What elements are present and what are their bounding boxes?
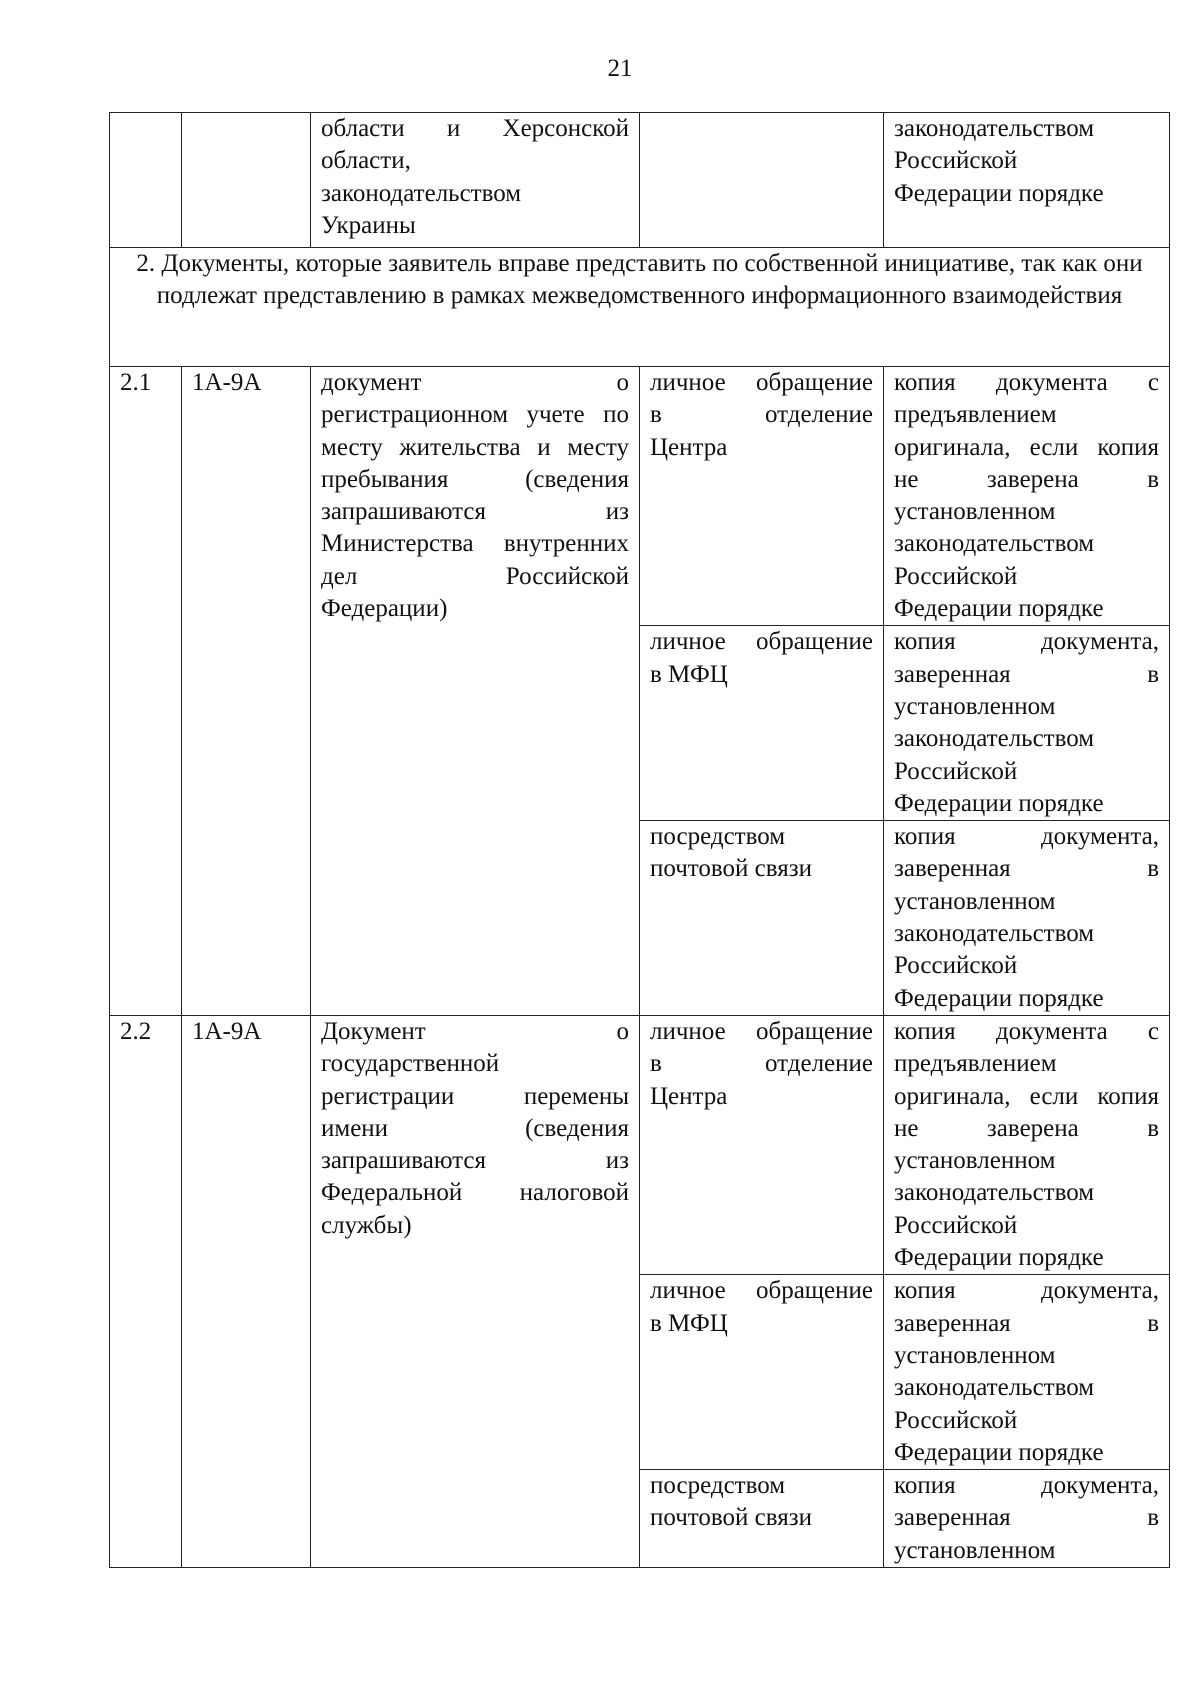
text-line: установленном [894,1341,1056,1369]
text-line: Федерации) [321,595,448,623]
cell-requirement [884,113,1170,248]
text-line: заверенная в [894,660,1159,688]
page-number: 21 [607,55,633,82]
text-line: установленном [894,498,1056,526]
text-line: Министерства внутренних [321,530,629,558]
row-code: 1А-9А [182,1015,311,1567]
document-description [311,1015,640,1567]
text-line: дел Российской [321,562,629,590]
text-line: области, [321,147,411,175]
submission-method [640,1015,884,1274]
text-line: регистрации перемены [321,1082,629,1110]
submission-method [640,626,884,821]
text-line: установленном [894,887,1056,915]
document-requirement [884,367,1170,626]
text-line: заверенная в [894,855,1159,883]
text-line: копия документа, [894,823,1159,851]
row-code: 1А-9А [182,367,311,1016]
text-line: запрашиваются из [321,498,629,526]
documents-table [109,112,1170,1568]
text-line: не заверена в [894,465,1159,493]
text-line: в МФЦ [650,1309,728,1337]
text-line: Российской [894,757,1018,785]
text-line: предъявлением [894,401,1057,429]
text-line: не заверена в [894,1114,1159,1142]
text-line: запрашиваются из [321,1147,629,1175]
text-line: копия документа, [894,1472,1159,1500]
text-line: Российской [894,147,1018,175]
text-line: Центра [650,1082,728,1110]
text-line: оригинала, если копия [894,1082,1159,1110]
table-row-2-2 [110,1015,1170,1274]
row-number: 2.1 [110,367,182,1016]
cell-document [311,113,640,248]
text-line: Федерации порядке [894,1244,1104,1272]
cell-code [182,113,311,248]
continuation-row [110,113,1170,248]
text-line: пребывания (сведения [321,465,629,493]
table-row-2-1 [110,367,1170,626]
text-line: заверенная в [894,1309,1159,1337]
text-line: государственной [321,1050,500,1078]
text-line: установленном [894,692,1056,720]
text-line: посредством [650,823,786,851]
text-line: личное обращение [650,628,873,656]
row-number: 2.2 [110,1015,182,1567]
document-requirement [884,1015,1170,1274]
text-line: Российской [894,562,1018,590]
text-line: почтовой связи [650,855,812,883]
text-line: личное обращение [650,1017,873,1045]
document-requirement [884,1275,1170,1470]
text-line: предъявлением [894,1050,1057,1078]
text-line: Украины [321,211,416,239]
text-line: Федеральной налоговой [321,1179,629,1207]
text-line: Документ о [321,1017,629,1045]
text-line: копия документа с [894,1017,1159,1045]
text-line: законодательством [894,1374,1095,1402]
text-line: Федерации порядке [894,1438,1104,1466]
cell-method [640,113,884,248]
text-line: области и Херсонской [321,115,629,142]
text-line: копия документа с [894,369,1159,396]
text-line: Центра [650,433,728,461]
text-line: копия документа, [894,628,1159,656]
text-line: Федерации порядке [894,984,1104,1012]
text-line: оригинала, если копия [894,433,1159,461]
text-line: копия документа, [894,1277,1159,1305]
text-line: Федерации порядке [894,179,1104,207]
text-line: установленном [894,1147,1056,1175]
text-line: Российской [894,1211,1018,1239]
text-line: заверенная в [894,1504,1159,1532]
text-line: документ о [321,369,629,396]
text-line: в отделение [650,401,873,429]
cell-num [110,113,182,248]
text-line: месту жительства и месту [321,433,629,461]
submission-method [640,1275,884,1470]
text-line: законодательством [894,1179,1095,1207]
document-requirement [884,821,1170,1016]
text-line: регистрационном учете по [321,401,629,429]
submission-method [640,1470,884,1568]
text-line: законодательством [894,115,1095,142]
text-line: личное обращение [650,369,873,396]
text-line: законодательством [894,725,1095,753]
text-line: в отделение [650,1050,873,1078]
text-line: законодательством [894,920,1095,948]
document-description [311,367,640,1016]
section-heading-row [110,248,1170,367]
text-line: в МФЦ [650,660,728,688]
text-line: законодательством [894,530,1095,558]
text-line: законодательством [321,179,522,207]
text-line: установленном [894,1536,1056,1564]
text-line: Федерации порядке [894,595,1104,623]
submission-method [640,367,884,626]
text-line: Российской [894,952,1018,980]
section-heading: 2. Документы, которые заявитель вправе представить по собственной инициативе, так как они подлежат представлению в рамках межведомственного информационного взаимодействия [110,248,1170,367]
submission-method [640,821,884,1016]
text-line: Российской [894,1406,1018,1434]
text-line: службы) [321,1211,412,1239]
text-line: почтовой связи [650,1504,812,1532]
text-line: посредством [650,1472,786,1500]
text-line: Федерации порядке [894,789,1104,817]
text-line: имени (сведения [321,1114,629,1142]
document-requirement [884,626,1170,821]
text-line: личное обращение [650,1277,873,1305]
document-requirement [884,1470,1170,1568]
